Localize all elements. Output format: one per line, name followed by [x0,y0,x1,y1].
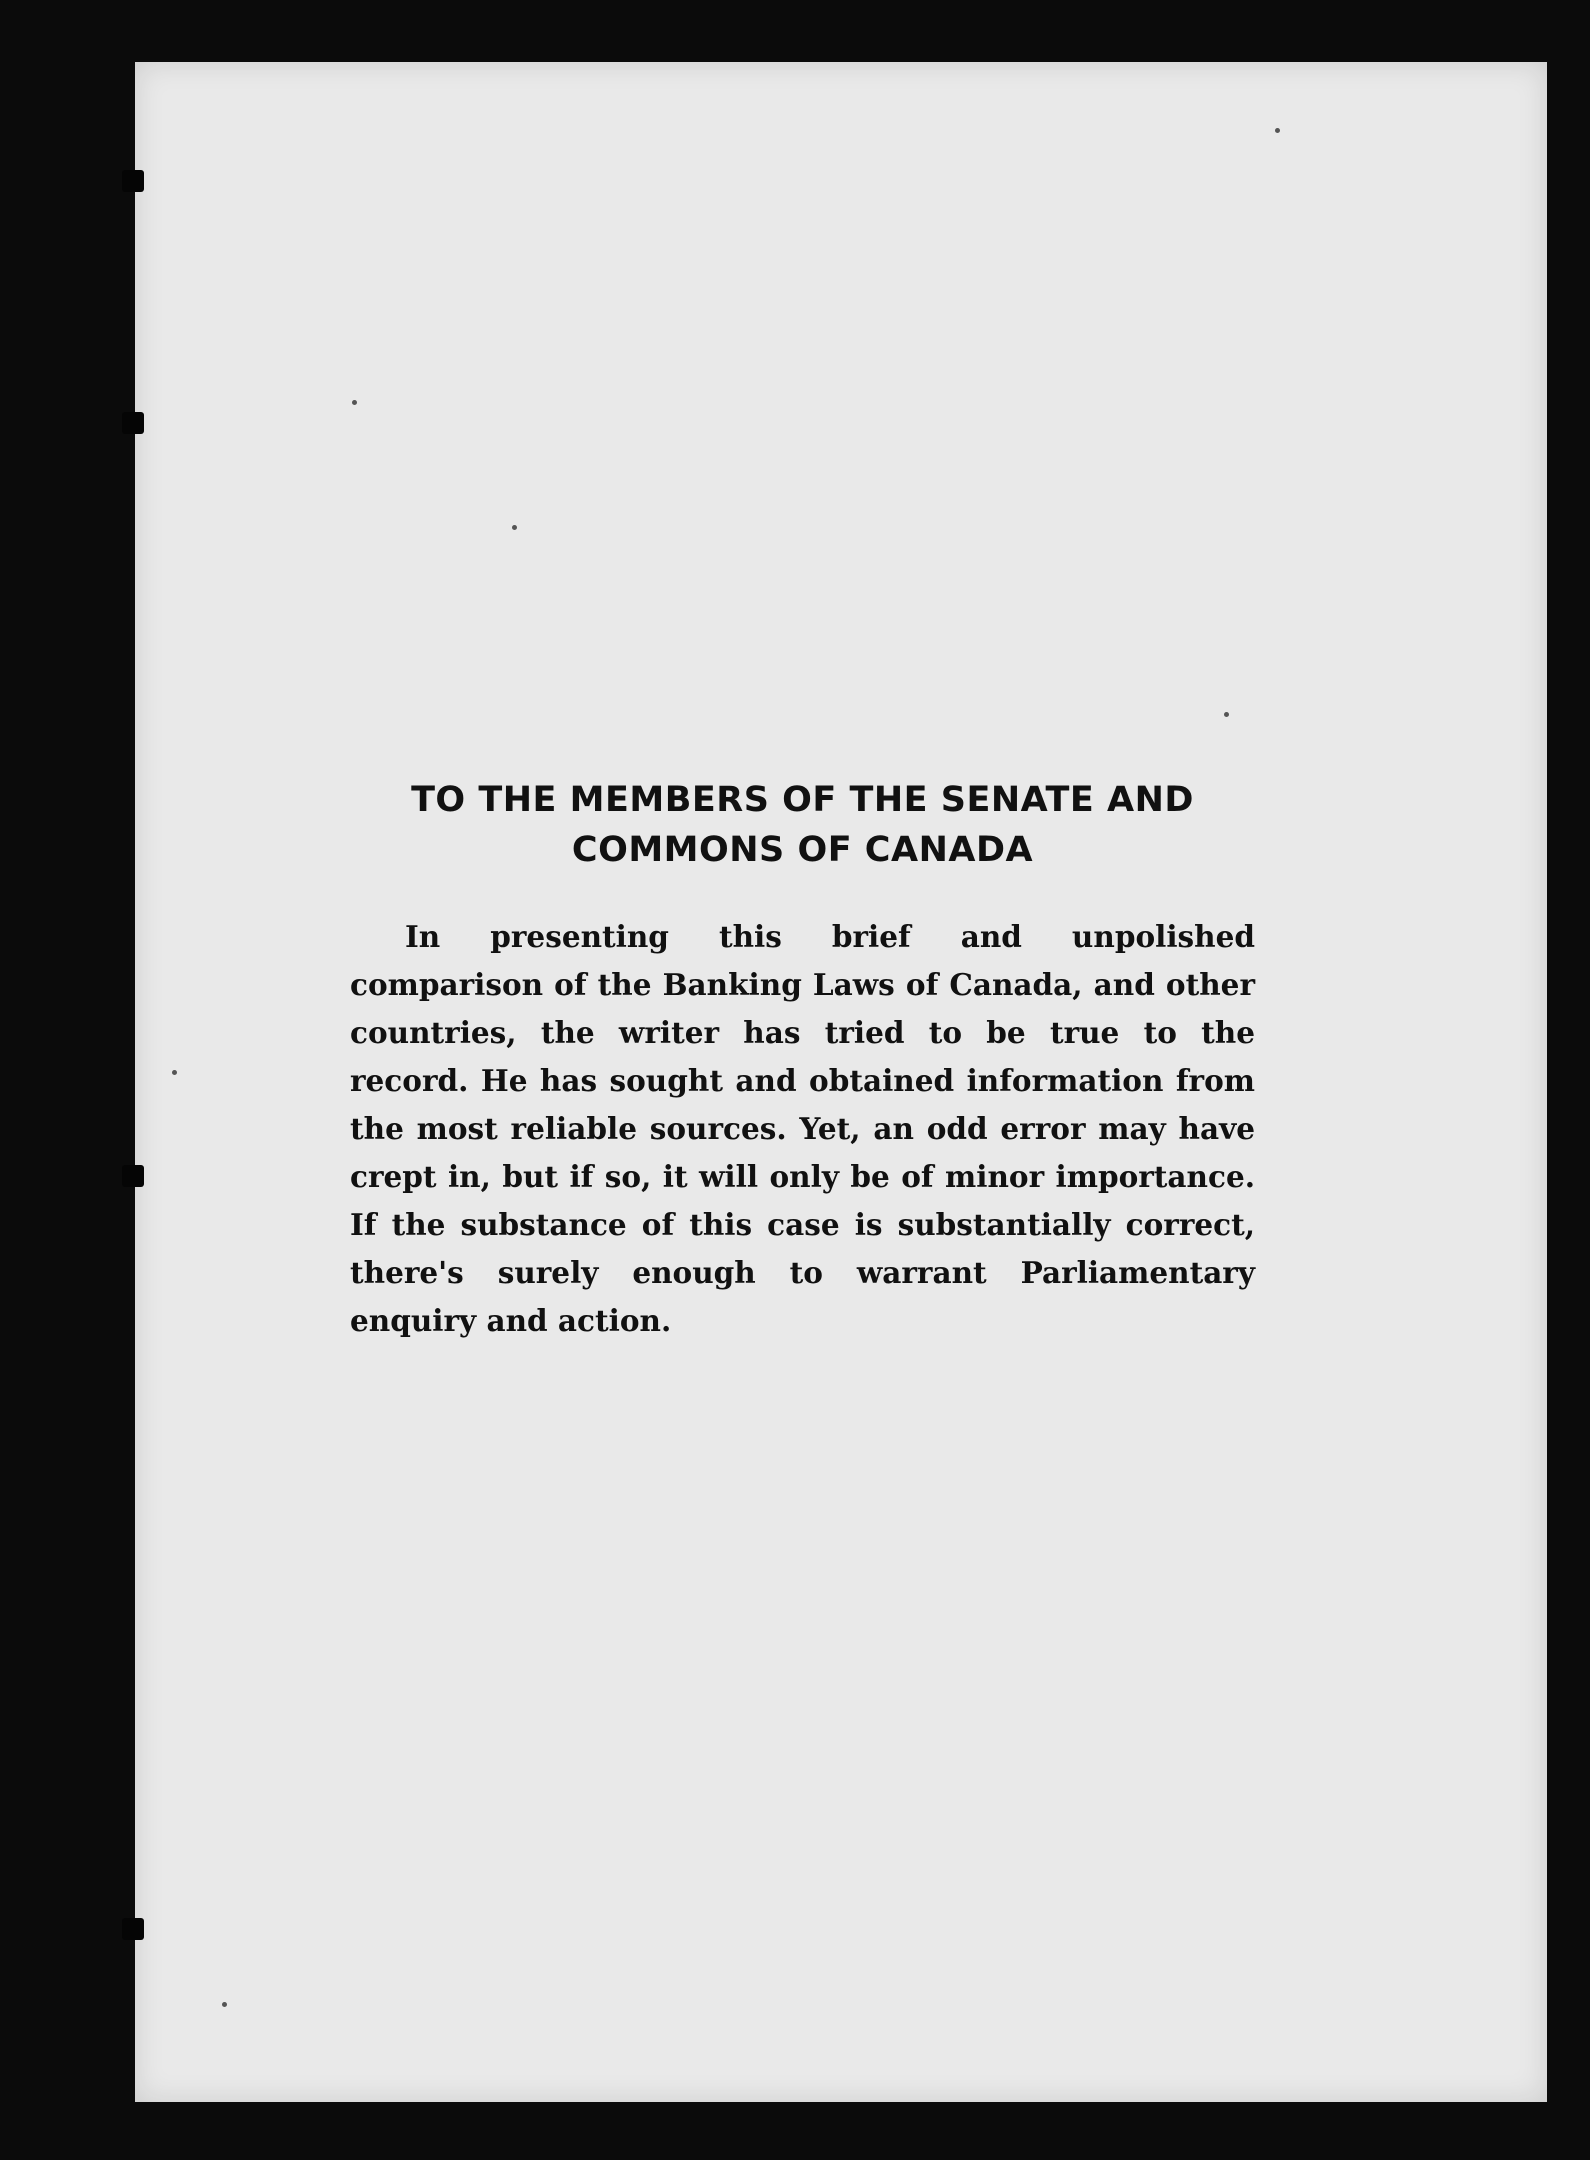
heading-line-1: TO THE MEMBERS OF THE SENATE AND [411,780,1194,820]
binding-mark [122,1918,144,1940]
paper-speck [222,2002,227,2007]
paper-speck [172,1070,177,1075]
binding-mark [122,170,144,192]
paper-speck [512,525,517,530]
paper-speck [1275,128,1280,133]
paper-speck [1224,712,1229,717]
heading-line-2: COMMONS OF CANADA [571,830,1034,870]
document-content [350,775,1255,1345]
binding-mark [122,1165,144,1187]
binding-mark [122,412,144,434]
document-heading [350,775,1255,875]
paper-speck [352,400,357,405]
body-paragraph: In presenting this brief and unpolished comparison of the Banking Laws of Canada, and other countries, the writer has tried to be true to the record. He has sought and obtained information from the most reliable sources. Yet, an odd error may have crept in, but if so, it will only be of minor importance. If the substance of this case is substantially correct, there's surely enough to warrant Parliamentary enquiry and action. [350,919,1255,1338]
